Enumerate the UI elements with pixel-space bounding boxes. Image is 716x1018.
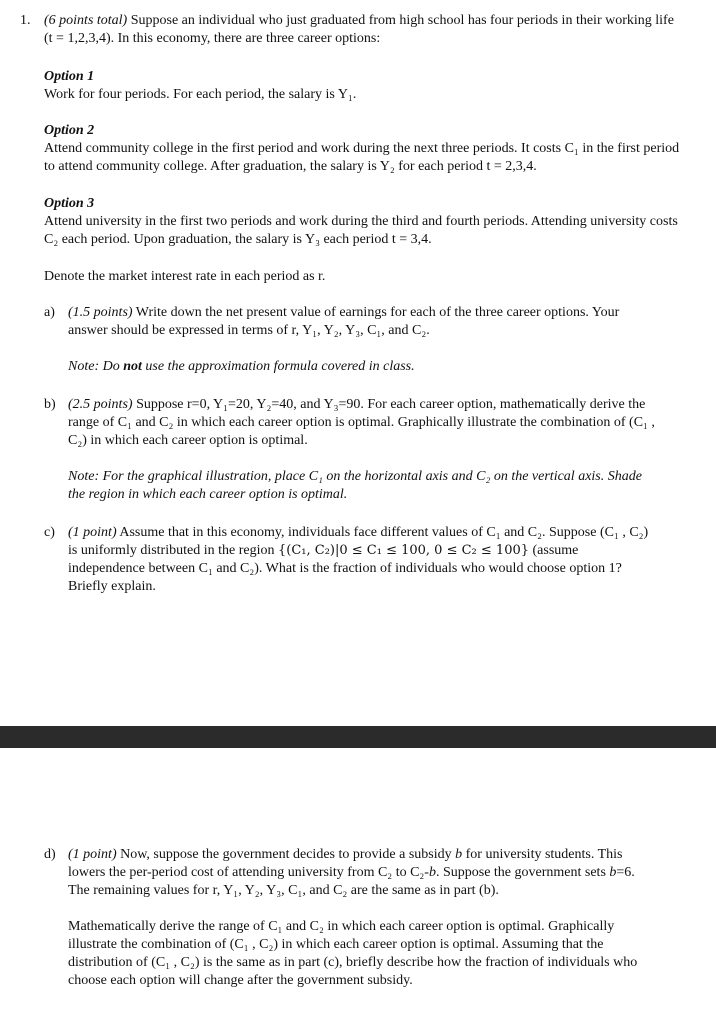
part-a-note-bold: not xyxy=(123,359,142,374)
part-c-letter: c) xyxy=(44,525,55,540)
option-1-title: Option 1 xyxy=(44,69,95,84)
part-c-region-math: {(C₁, C₂)|0 ≤ C₁ ≤ 100, 0 ≤ C₂ ≤ 100} xyxy=(277,543,530,558)
part-d-subsidy-b-2: b xyxy=(428,865,436,880)
part-a-points: (1.5 points) xyxy=(68,305,133,320)
question-points: (6 points total) xyxy=(44,13,128,28)
option-3-title: Option 3 xyxy=(44,196,95,211)
option-2 xyxy=(44,122,684,176)
part-b-letter: b) xyxy=(44,397,56,412)
part-a-body xyxy=(68,304,658,376)
part-b-note: Note: For the graphical illustration, place C₁ on the horizontal axis and C₂ on the vertical axis. Shade the region in which each career option is optimal. xyxy=(68,469,642,502)
part-d-paragraph-2: Mathematically derive the range of C₁ and C₂ in which each career option is optimal. Graphically illustrate the combination of (C₁ , C₂) in which each career option is optimal. Assuming that the distribution of (C₁ , C₂) is the same as in part (c), briefly describe how the fraction of individuals who choose each option will change after the government subsidy. xyxy=(68,919,638,988)
part-d-text-1: Now, suppose the government decides to provide a subsidy xyxy=(116,847,456,862)
part-a-text: Write down the net present value of earnings for each of the three career options. Your answer should be expressed in terms of r, Y₁, Y₂, Y₃, C₁, and C₂. xyxy=(68,305,620,338)
part-a-note-pre: Note: Do xyxy=(68,359,124,374)
option-3-text: Attend university in the first two periods and work during the third and fourth periods. Attending university costs C₂ each period. Upon graduation, the salary is Y₃ each period t = 3,4. xyxy=(44,214,678,247)
part-d-subsidy-b-1: b xyxy=(455,847,463,862)
option-2-title: Option 2 xyxy=(44,123,95,138)
part-d-text-2: for university students. This lowers the per-period cost of attending university from C₂ to C₂- xyxy=(68,847,623,880)
part-d-text-3: . Suppose the government sets xyxy=(435,865,610,880)
question-number: 1. xyxy=(20,13,31,28)
option-2-text: Attend community college in the first period and work during the next three periods. It costs C₁ in the first period to attend community college. After graduation, the salary is Y₂ for each period t = 2,3,4. xyxy=(44,141,680,174)
part-c-points: (1 point) xyxy=(68,525,117,540)
option-3 xyxy=(44,195,684,249)
part-a-note-post: use the approximation formula covered in class. xyxy=(141,359,415,374)
question-intro-text: Suppose an individual who just graduated from high school has four periods in their working life (t = 1,2,3,4). In this economy, there are three career options: xyxy=(44,13,674,46)
question-intro xyxy=(44,12,684,48)
part-b-text: Suppose r=0, Y₁=20, Y₂=40, and Y₃=90. For each career option, mathematically derive the range of C₁ and C₂ in which each career option is optimal. Graphically illustrate the combination of (C₁ , C₂) in which each career option is optimal. xyxy=(68,397,655,448)
part-c-body xyxy=(68,524,658,596)
part-d-letter: d) xyxy=(44,847,56,862)
part-d-body xyxy=(68,846,658,990)
part-b-points: (2.5 points) xyxy=(68,397,133,412)
option-1 xyxy=(44,68,684,104)
part-d-text-4: =6. The remaining values for r, Y₁, Y₂, Y₃, C₁, and C₂ are the same as in part (b). xyxy=(68,865,635,898)
part-d-points: (1 point) xyxy=(68,847,117,862)
part-d-subsidy-b-3: b xyxy=(609,865,617,880)
page-break-bar xyxy=(0,726,716,748)
part-c-text-1: Assume that in this economy, individuals face different values of C₁ and C₂. Suppose (C₁ , C₂) is uniformly distributed in the region xyxy=(68,525,649,558)
part-a-note xyxy=(68,358,658,376)
interest-rate-text: Denote the market interest rate in each period as r. xyxy=(44,269,326,284)
part-c-text-2: (assume independence between C₁ and C₂). What is the fraction of individuals who would choose option 1? Briefly explain. xyxy=(68,543,622,594)
part-b-body xyxy=(68,396,658,504)
option-1-text: Work for four periods. For each period, the salary is Y₁. xyxy=(44,87,357,102)
part-a-letter: a) xyxy=(44,305,55,320)
